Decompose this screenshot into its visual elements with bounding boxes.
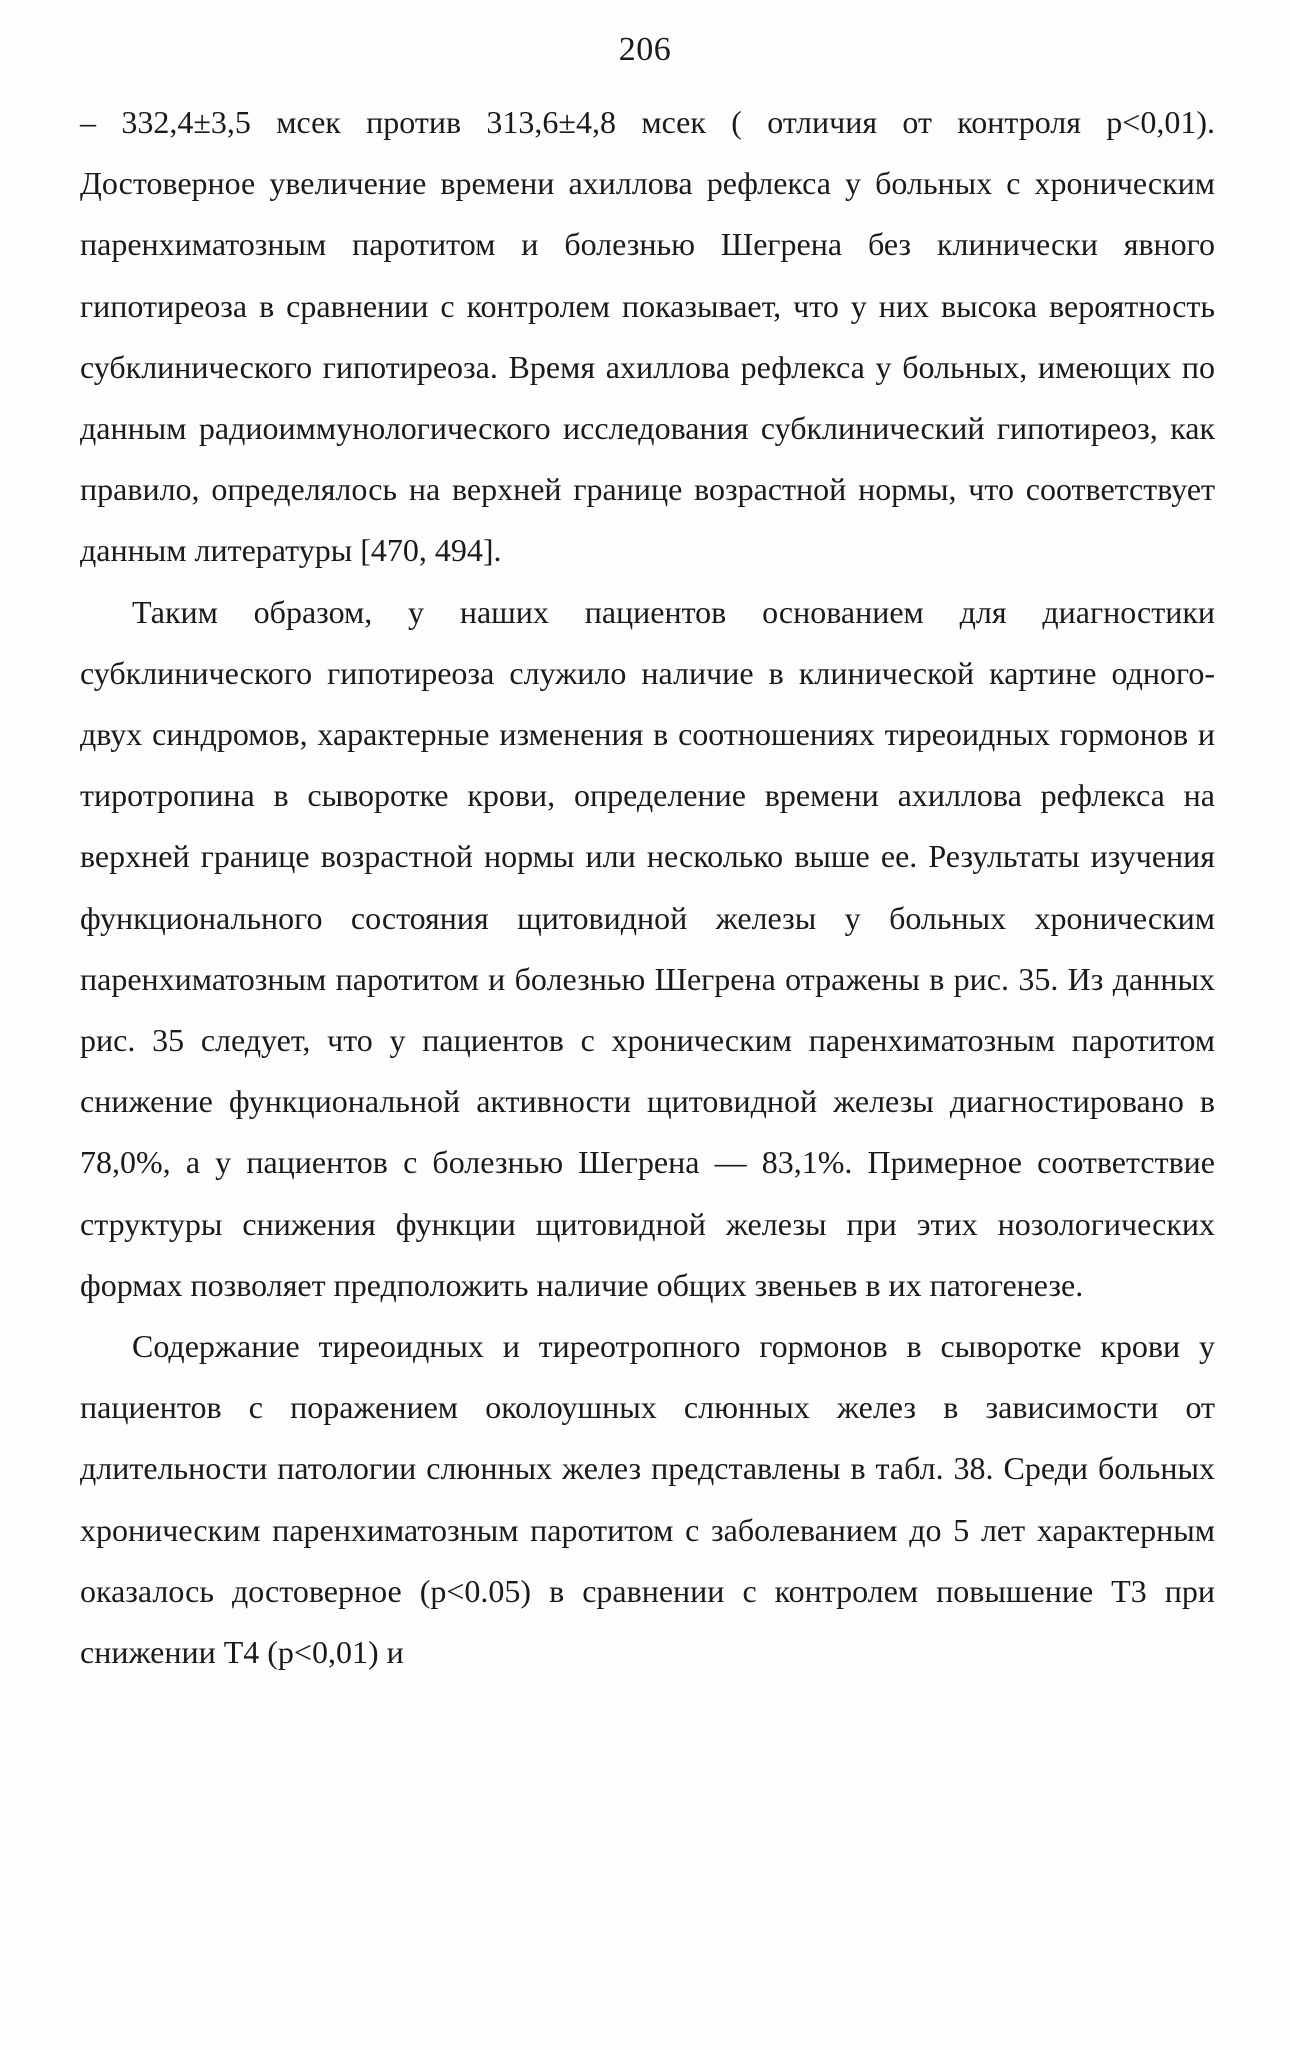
paragraph-2: Таким образом, у наших пациентов основанием для диагностики субклинического гипотиреоза служило наличие в клинической картине одного-двух синдромов, характерные изменения в соотношениях тиреоидных гормонов и тиротропина в сыворотке крови, определение времени ахиллова рефлекса на верхней границе возрастной нормы или несколько выше ее. Результаты изучения функционального состояния щитовидной железы у больных хроническим паренхиматозным паротитом и болезнью Шегрена отражены в рис. 35. Из данных рис. 35 следует, что у пациентов с хроническим паренхиматозным паротитом снижение функциональной активности щитовидной железы диагностировано в 78,0%, а у пациентов с болезнью Шегрена — 83,1%. Примерное соответствие структуры снижения функции щитовидной железы при этих нозологических формах позволяет предположить наличие общих звеньев в их патогенезе.	[80, 593, 1215, 1303]
paragraph-1: – 332,4±3,5 мсек против 313,6±4,8 мсек ( отличия от контроля р<0,01). Достоверное увеличение времени ахиллова рефлекса у больных с хроническим паренхиматозным паротитом и болезнью Шегрена без клинически явного гипотиреоза в сравнении с контролем показывает, что у них высока вероятность субклинического гипотиреоза. Время ахиллова рефлекса у больных, имеющих по данным радиоиммунологического исследования субклинический гипотиреоз, как правило, определялось на верхней границе возрастной нормы, что соответствует данным литературы [470, 494].	[80, 104, 1215, 569]
page-number: 206	[618, 31, 672, 68]
body-text	[80, 92, 1215, 1683]
paragraph-3: Содержание тиреоидных и тиреотропного гормонов в сыворотке крови у пациентов с поражением околоушных слюнных желез в зависимости от длительности патологии слюнных желез представлены в табл. 38. Среди больных хроническим паренхиматозным паротитом с заболеванием до 5 лет характерным оказалось достоверное (р<0.05) в сравнении с контролем повышение Т3 при снижении Т4 (р<0,01) и	[80, 1328, 1215, 1671]
